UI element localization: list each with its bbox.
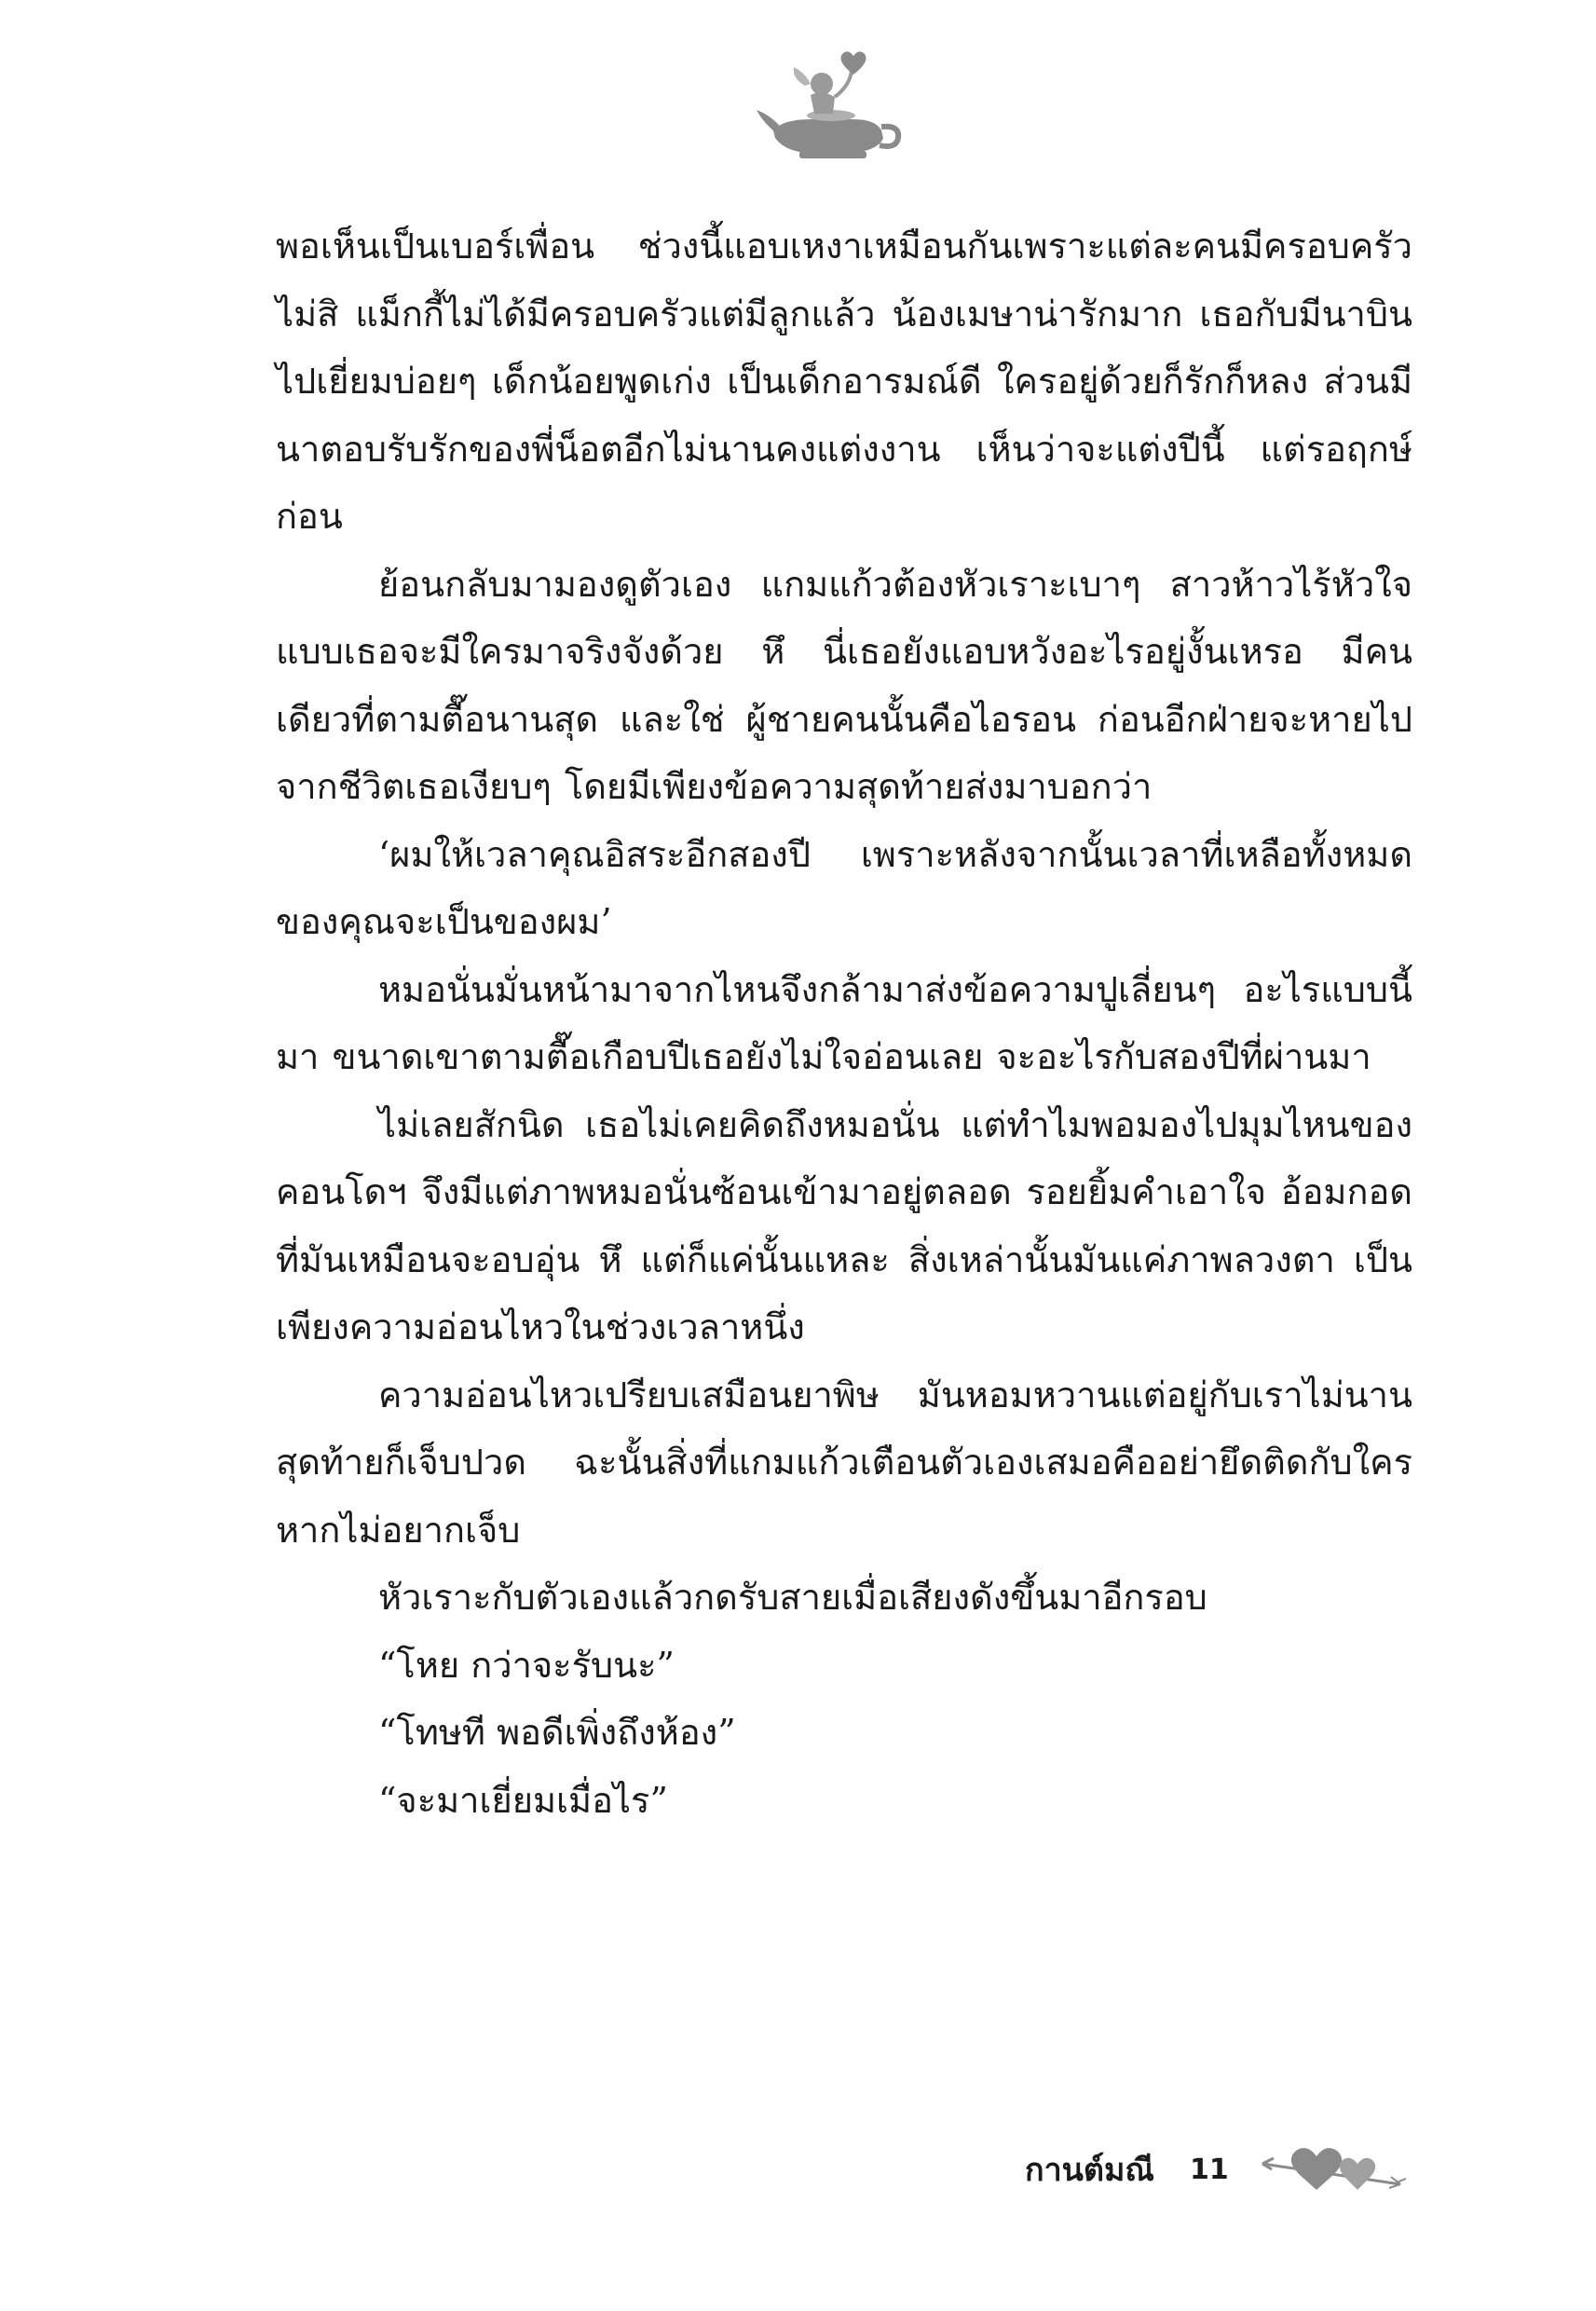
page-number: 11 xyxy=(1189,2153,1229,2186)
paragraph: ย้อนกลับมามองดูตัวเอง แกมแก้วต้องหัวเราะเบาๆ สาวห้าวไร้หัวใจแบบเธอจะมีใครมาจริงจังด้วย หึ นี่เธอยังแอบหวังอะไรอยู่งั้นเหรอ มีคนเดียวที่ตามตื๊อนานสุด และใช่ ผู้ชายคนนั้นคือไอรอน ก่อนอีกฝ่ายจะหายไปจากชีวิตเธอเงียบๆ โดยมีเพียงข้อความสุดท้ายส่งมาบอกว่า xyxy=(276,563,1412,807)
book-title: กานต์มณี xyxy=(1025,2152,1154,2189)
paragraph: หัวเราะกับตัวเองแล้วกดรับสายเมื่อเสียงดังขึ้นมาอีกรอบ xyxy=(378,1577,1207,1618)
cupid-teapot-icon xyxy=(757,48,906,170)
body-text xyxy=(276,212,1412,1834)
paragraph: ไม่เลยสักนิด เธอไม่เคยคิดถึงหมอนั่น แต่ทำไมพอมองไปมุมไหนของคอนโดฯ จึงมีแต่ภาพหมอนั่นซ้อนเข้ามาอยู่ตลอด รอยยิ้มคำเอาใจ อ้อมกอดที่มันเหมือนจะอบอุ่น หึ แต่ก็แค่นั้นแหละ สิ่งเหล่านั้นมันแค่ภาพลวงตา เป็นเพียงความอ่อนไหวในช่วงเวลาหนึ่ง xyxy=(276,1103,1412,1347)
dialogue-line: “โหย กว่าจะรับนะ” xyxy=(378,1644,675,1686)
hearts-arrow-icon xyxy=(1261,2141,1410,2197)
paragraph: พอเห็นเป็นเบอร์เพื่อน ช่วงนี้แอบเหงาเหมือนกันเพราะแต่ละคนมีครอบครัว ไม่สิ แม็กกี้ไม่ได้มีครอบครัวแต่มีลูกแล้ว น้องเมษาน่ารักมาก เธอกับมีนาบินไปเยี่ยมบ่อยๆ เด็กน้อยพูดเก่ง เป็นเด็กอารมณ์ดี ใครอยู่ด้วยก็รักก็หลง ส่วนมีนาตอบรับรักของพี่น็อตอีกไม่นานคงแต่งงาน เห็นว่าจะแต่งปีนี้ แต่รอฤกษ์ก่อน xyxy=(276,226,1412,537)
paragraph: ‘ผมให้เวลาคุณอิสระอีกสองปี เพราะหลังจากนั้นเวลาที่เหลือทั้งหมดของคุณจะเป็นของผม’ xyxy=(276,833,1412,942)
paragraph: หมอนั่นมั่นหน้ามาจากไหนจึงกล้ามาส่งข้อความปูเลี่ยนๆ อะไรแบบนี้มา ขนาดเขาตามตื๊อเกือบปีเธอยังไม่ใจอ่อนเลย จะอะไรกับสองปีที่ผ่านมา xyxy=(276,968,1412,1077)
dialogue-line: “จะมาเยี่ยมเมื่อไร” xyxy=(378,1779,668,1821)
paragraph: ความอ่อนไหวเปรียบเสมือนยาพิษ มันหอมหวานแต่อยู่กับเราไม่นาน สุดท้ายก็เจ็บปวด ฉะนั้นสิ่งที่แกมแก้วเตือนตัวเองเสมอคืออย่ายึดติดกับใครหากไม่อยากเจ็บ xyxy=(276,1374,1412,1551)
dialogue-line: “โทษที พอดีเพิ่งถึงห้อง” xyxy=(378,1712,736,1753)
page-footer xyxy=(1025,2141,1453,2197)
